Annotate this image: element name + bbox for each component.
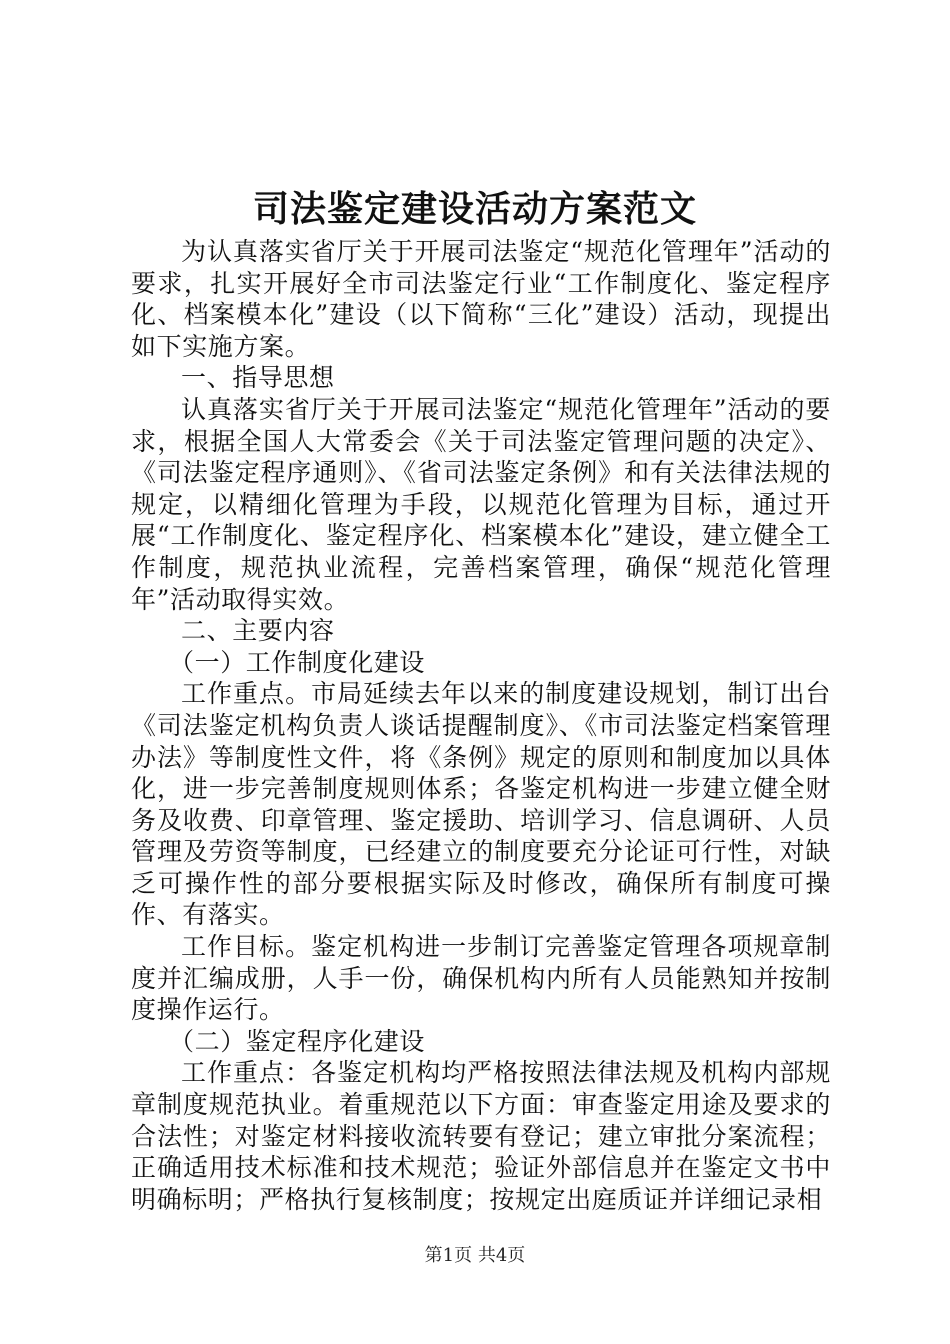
document-body (131, 236, 831, 1215)
subsection-heading-work-system: （一）工作制度化建设 (169, 647, 426, 677)
paragraph-work-focus-1: 工作重点。市局延续去年以来的制度建设规划，制订出台《司法鉴定机构负责人谈话提醒制度》、《市司法鉴定档案管理办法》等制度性文件，将《条例》规定的原则和制度加以具体化，进一步完善制度规则体系；各鉴定机构进一步建立健全财务及收费、印章管理、鉴定援助、培训学习、信息调研、人员管理及劳资等制度，已经建立的制度要充分论证可行性，对缺乏可操作性的部分要根据实际及时修改，确保所有制度可操作、有落实。 (131, 679, 831, 930)
section-heading-main-content: 二、主要内容 (181, 616, 335, 646)
document-title: 司法鉴定建设活动方案范文 (252, 188, 697, 230)
paragraph-guiding-ideology: 认真落实省厅关于开展司法鉴定“规范化管理年”活动的要求，根据全国人大常委会《关于司法鉴定管理问题的决定》、《司法鉴定程序通则》、《省司法鉴定条例》和有关法律法规的规定，以精细化管理为手段，以规范化管理为目标，通过开展“工作制度化、鉴定程序化、档案模本化”建设，建立健全工作制度，规范执业流程，完善档案管理，确保“规范化管理年”活动取得实效。 (131, 394, 831, 614)
paragraph-work-focus-2: 工作重点：各鉴定机构均严格按照法律法规及机构内部规章制度规范执业。着重规范以下方面：审查鉴定用途及要求的合法性；对鉴定材料接收流转要有登记；建立审批分案流程；正确适用技术标准和技术规范；验证外部信息并在鉴定文书中明确标明；严格执行复核制度；按规定出庭质证并详细记录相 (131, 1058, 831, 1214)
subsection-heading-procedure: （二）鉴定程序化建设 (169, 1026, 426, 1056)
section-heading-guiding-ideology: 一、指导思想 (181, 363, 335, 393)
paragraph-intro: 为认真落实省厅关于开展司法鉴定“规范化管理年”活动的要求，扎实开展好全市司法鉴定行业“工作制度化、鉴定程序化、档案模本化”建设（以下简称“三化”建设）活动，现提出如下实施方案。 (131, 237, 831, 361)
page-footer: 第1页 共4页 (424, 1245, 526, 1266)
paragraph-work-goal-1: 工作目标。鉴定机构进一步制订完善鉴定管理各项规章制度并汇编成册，人手一份，确保机构内所有人员能熟知并按制度操作运行。 (131, 932, 831, 1025)
